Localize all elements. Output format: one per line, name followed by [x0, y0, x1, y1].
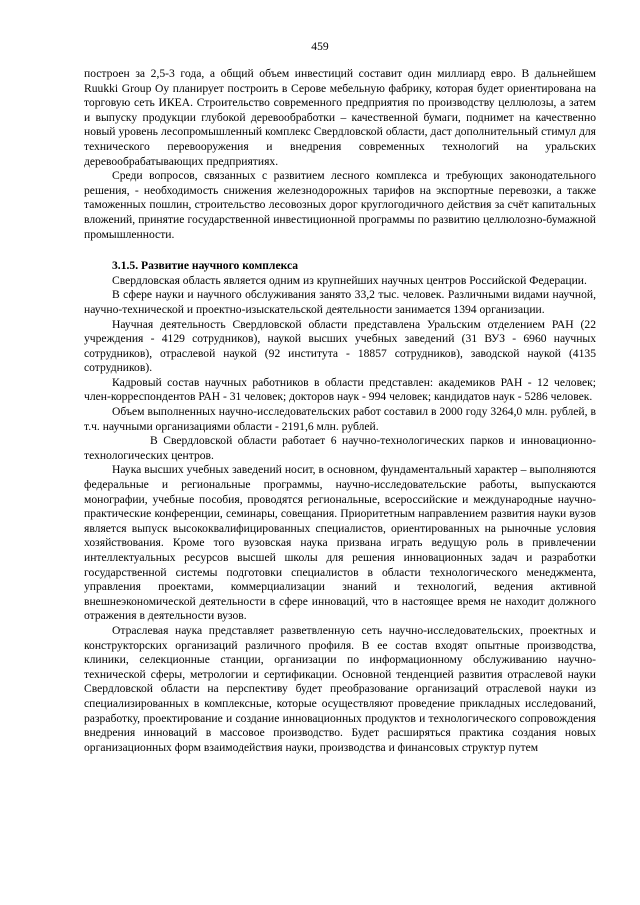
paragraph: В Свердловской области работает 6 научно-технологических парков и инновационно-технологических центров. — [84, 434, 596, 462]
paragraph: Свердловская область является одним из крупнейших научных центров Российской Федерации. — [112, 273, 587, 287]
paragraph-continued: построен за 2,5-3 года, а общий объем инвестиций составит один миллиард евро. В дальнейшем Ruukki Group Oy планирует построить в Серове мебельную фабрику, которая будет ориентирована на торговую сеть ИКЕА. Строительство современного предприятия по производству целлюлозы, а затем и выпуску продукции глубокой деревообработки – качественной бумаги, поднимет на качественно новый уровень лесопромышленный комплекс Свердловской области, даст дополнительный стимул для технического перевооружения и внедрения современных технологий на уральских деревообрабатывающих предприятиях. — [84, 67, 596, 168]
document-body — [84, 67, 596, 755]
paragraph: Среди вопросов, связанных с развитием лесного комплекса и требующих законодательного решения, - необходимость снижения железнодорожных тарифов на экспортные перевозки, а также таможенных пошлин, строительство лесовозных дорог круглогодичного действия за счёт капитальных вложений, принятие государственной инвестиционной программы по развитию целлюлозно-бумажной промышленности. — [84, 169, 596, 241]
paragraph: Научная деятельность Свердловской области представлена Уральским отделением РАН (22 учреждения - 4129 сотрудников), наукой высших учебных заведений (31 ВУЗ - 6960 научных сотрудников), отраслевой наукой (92 института - 18857 сотрудников), заводской наукой (4135 сотрудников). — [84, 317, 596, 375]
page-number: 459 — [311, 40, 329, 53]
paragraph: Отраслевая наука представляет разветвленную сеть научно-исследовательских, проектных и конструкторских организаций различного профиля. В ее состав входят опытные производства, клиники, селекционные станции, организации по информационному обслуживанию научно-технической сферы, метрологии и сертификации. Основной тенденцией развития отраслевой науки Свердловской области на перспективу будет преобразование организаций отраслевой науки из специализированных в комплексные, которые осуществляют проведение прикладных исследований, разработку, проектирование и создание инновационных продуктов и технологического сопровождения внедрения инноваций в массовое производство. Будет расширяться практика создания новых организационных форм взаимодействия науки, производства и финансовых структур путем — [84, 623, 596, 754]
paragraph: Наука высших учебных заведений носит, в основном, фундаментальный характер – выполняются федеральные и региональные программы, научно-исследовательские работы, выпускаются монографии, учебные пособия, проводятся региональные, всероссийские и международные научно-практические конференции, семинары, совещания. Приоритетным направлением развития науки вузов является выпуск высококвалифицированных специалистов, ориентированных на рыночные условия хозяйствования. Кроме того вузовская наука призвана играть ведущую роль в привлечении интеллектуальных ресурсов высшей школы для решения инновационных задач и разработки государственной системы подготовки специалистов в области технологического менеджмента, управления проектами, коммерциализации знаний и технологий, ведения активной внешнеэкономической деятельности в сфере инноваций, что в настоящее время не находит должного отражения в деятельности вузов. — [84, 463, 596, 623]
section-heading: 3.1.5. Развитие научного комплекса — [112, 259, 299, 273]
paragraph: В сфере науки и научного обслуживания занято 33,2 тыс. человек. Различными видами научной, научно-технической и проектно-изыскательской деятельности занимается 1394 организации. — [84, 288, 596, 316]
paragraph: Кадровый состав научных работников в области представлен: академиков РАН - 12 человек; член-корреспондентов РАН - 31 человек; докторов наук - 994 человек; кандидатов наук - 5286 человек. — [84, 375, 596, 404]
paragraph: Объем выполненных научно-исследовательских работ составил в 2000 году 3264,0 млн. рублей, в т.ч. научными организациями области - 2191,6 млн. рублей. — [84, 405, 596, 433]
